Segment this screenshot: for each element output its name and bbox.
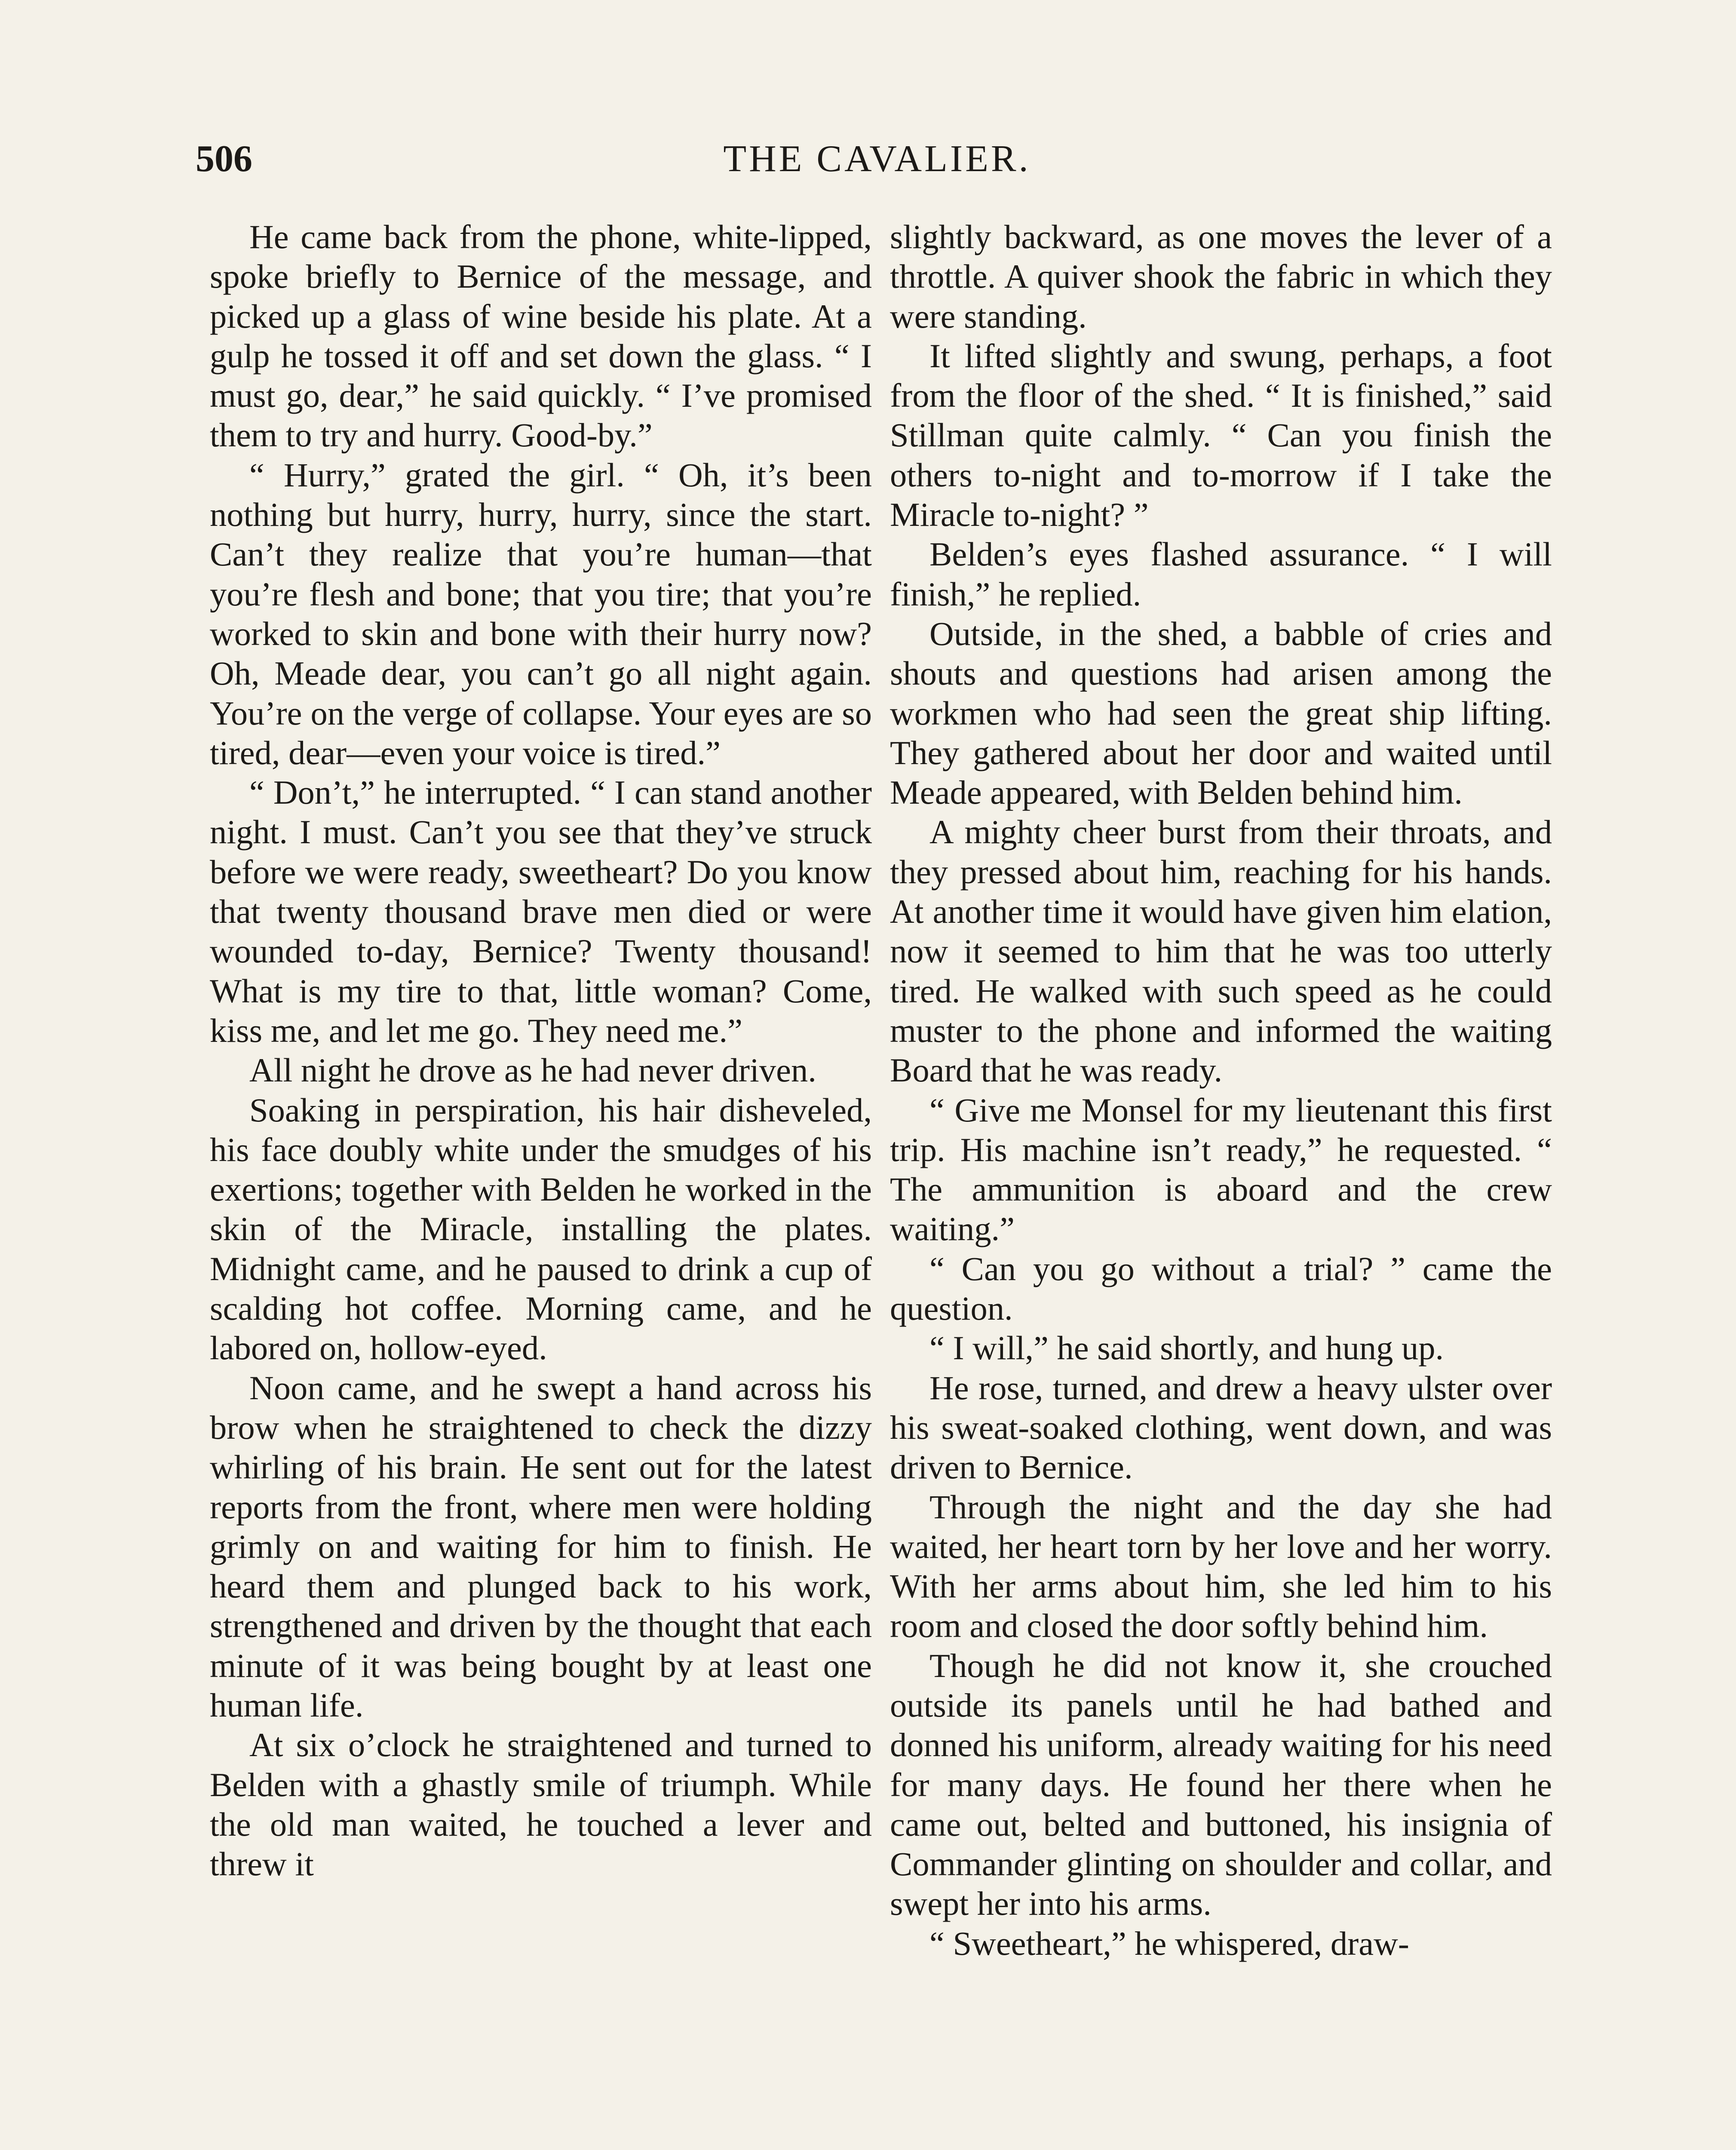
- left-column: [210, 217, 872, 1884]
- paragraph: Soaking in perspiration, his hair disheveled, his face doubly white under the smudges of his exertions; together with Belden he worked in the skin of the Miracle, installing the plates. Midnight came, and he paused to drink a cup of scalding hot coffee. Morning came, and he labored on, hollow-eyed.: [210, 1091, 872, 1367]
- paragraph: Belden’s eyes flashed assurance. “ I will finish,” he replied.: [890, 535, 1552, 613]
- paragraph: “ Hurry,” grated the girl. “ Oh, it’s been nothing but hurry, hurry, hurry, since the start. Can’t they realize that you’re human—that you’re flesh and bone; that you tire; that you’re worked to skin and bone with their hurry now? Oh, Meade dear, you can’t go all night again. You’re on the verge of collapse. Your eyes are so tired, dear—even your voice is tired.”: [210, 456, 872, 771]
- paragraph: He rose, turned, and drew a heavy ulster over his sweat-soaked clothing, went down, and was driven to Bernice.: [890, 1369, 1552, 1486]
- paragraph: He came back from the phone, white-lipped, spoke briefly to Bernice of the message, and picked up a glass of wine beside his plate. At a gulp he tossed it off and set down the glass. “ I must go, dear,” he said quickly. “ I’ve promised them to try and hurry. Good-by.”: [210, 218, 872, 454]
- page-number: 506: [196, 138, 252, 180]
- paragraph: “ Can you go without a trial? ” came the question.: [890, 1250, 1552, 1327]
- page-header: [196, 129, 1558, 189]
- paragraph: “ Sweetheart,” he whispered, draw-: [929, 1924, 1409, 1962]
- paragraph: A mighty cheer burst from their throats, and they pressed about him, reaching for his hands. At another time it would have given him elation, now it seemed to him that he was too utterly tired. He walked with such speed as he could muster to the phone and informed the waiting Board that he was ready.: [890, 813, 1552, 1089]
- paragraph: Noon came, and he swept a hand across his brow when he straightened to check the dizzy whirling of his brain. He sent out for the latest reports from the front, where men were holding grimly on and waiting for him to finish. He heard them and plunged back to his work, strengthened and driven by the thought that each minute of it was being bought by at least one human life.: [210, 1369, 872, 1724]
- paragraph: “ I will,” he said shortly, and hung up.: [929, 1329, 1444, 1367]
- paragraph: At six o’clock he straightened and turned to Belden with a ghastly smile of triumph. While the old man waited, he touched a lever and threw it: [210, 1726, 872, 1883]
- paragraph: “ Give me Monsel for my lieutenant this first trip. His machine isn’t ready,” he requested. “ The ammunition is aboard and the crew waiting.”: [890, 1091, 1552, 1248]
- paragraph: It lifted slightly and swung, perhaps, a foot from the floor of the shed. “ It is finished,” said Stillman quite calmly. “ Can you finish the others to-night and to-morrow if I take the Miracle to-night? ”: [890, 337, 1552, 534]
- running-title: THE CAVALIER.: [723, 138, 1031, 180]
- paragraph-continued: slightly backward, as one moves the lever of a throttle. A quiver shook the fabric in which they were standing.: [890, 218, 1552, 335]
- right-column: [890, 217, 1552, 1963]
- paragraph: Though he did not know it, she crouched outside its panels until he had bathed and donned his uniform, already waiting for his need for many days. He found her there when he came out, belted and buttoned, his insignia of Commander glinting on shoulder and collar, and swept her into his arms.: [890, 1646, 1552, 1923]
- paragraph: “ Don’t,” he interrupted. “ I can stand another night. I must. Can’t you see that they’ve struck before we were ready, sweetheart? Do you know that twenty thousand brave men died or were wounded to-day, Bernice? Twenty thousand! What is my tire to that, little woman? Come, kiss me, and let me go. They need me.”: [210, 774, 872, 1049]
- paragraph: All night he drove as he had never driven.: [249, 1051, 816, 1089]
- paragraph: Through the night and the day she had waited, her heart torn by her love and her worry. With her arms about him, she led him to his room and closed the door softly behind him.: [890, 1488, 1552, 1645]
- paragraph: Outside, in the shed, a babble of cries and shouts and questions had arisen among the workmen who had seen the great ship lifting. They gathered about her door and waited until Meade appeared, with Belden behind him.: [890, 614, 1552, 811]
